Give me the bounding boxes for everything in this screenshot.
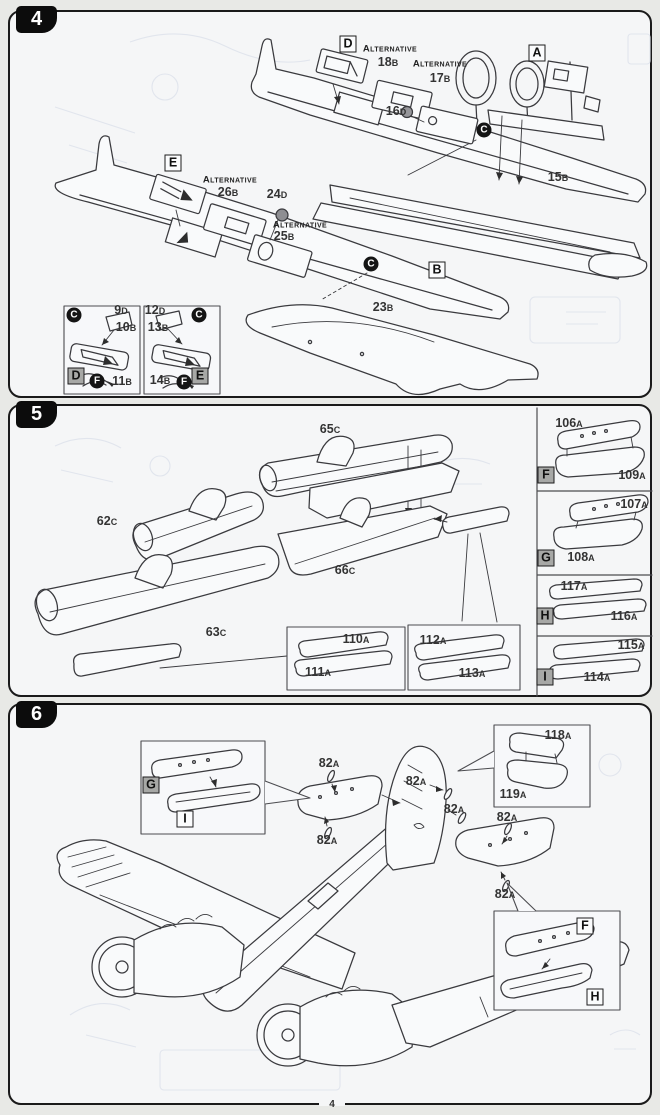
step-label-4: 4 xyxy=(16,6,57,33)
part-label-14B: 14B xyxy=(149,373,171,387)
symbol-F: F xyxy=(90,374,105,389)
alternative-label: ALTERNATIVE xyxy=(272,219,328,231)
part-label-25B: 25B xyxy=(273,229,295,243)
part-label-9D: 9D xyxy=(114,303,128,317)
subassembly-key-H: H xyxy=(587,989,604,1006)
part-label-82A: 82A xyxy=(496,810,518,824)
assembly-key-A: A xyxy=(529,45,546,62)
alternative-label: ALTERNATIVE xyxy=(362,43,418,55)
step-label-5: 5 xyxy=(16,401,57,428)
flap-part-lower xyxy=(74,644,287,676)
part-label-108A: 108A xyxy=(567,550,595,564)
assembly-key-B: B xyxy=(429,262,446,279)
subassembly-key-I: I xyxy=(537,669,554,686)
alternative-label: ALTERNATIVE xyxy=(412,58,468,70)
subassembly-key-H: H xyxy=(537,608,554,625)
tailplane-left xyxy=(298,776,400,820)
part-label-113A: 113A xyxy=(458,666,486,680)
part-label-119A: 119A xyxy=(499,787,527,801)
part-label-115A: 115A xyxy=(617,638,645,652)
part-label-114A: 114A xyxy=(583,670,611,684)
tail-fin xyxy=(386,746,447,870)
part-label-26B: 26B xyxy=(217,185,239,199)
part-label-116A: 116A xyxy=(610,609,638,623)
symbol-C: C xyxy=(364,257,379,272)
subassembly-key-G: G xyxy=(538,550,555,567)
part-label-110A: 110A xyxy=(342,632,370,646)
flap-part-upper xyxy=(434,507,509,622)
part-label-62C: 62C xyxy=(96,514,118,528)
page-number: 4 xyxy=(319,1097,345,1113)
subassembly-key-G: G xyxy=(143,777,160,794)
part-label-15B: 15B xyxy=(547,170,569,184)
part-label-65C: 65C xyxy=(319,422,341,436)
part-label-24D: 24D xyxy=(266,187,288,201)
part-label-107A: 107A xyxy=(620,497,648,511)
subassembly-key-D: D xyxy=(68,368,85,385)
nacelle-63c xyxy=(33,546,279,635)
panel-66c xyxy=(278,498,447,575)
part-label-66C: 66C xyxy=(334,563,356,577)
part-label-18B: 18B xyxy=(377,55,399,69)
subassembly-key-F: F xyxy=(538,467,555,484)
part-label-118A: 118A xyxy=(544,728,572,742)
part-label-17B: 17B xyxy=(429,71,451,85)
part-label-109A: 109A xyxy=(618,468,646,482)
subassembly-key-E: E xyxy=(192,368,209,385)
nacelle-front xyxy=(92,914,244,997)
part-label-82A: 82A xyxy=(316,833,338,847)
detail-box-g-i xyxy=(141,741,310,834)
step-4-panel xyxy=(8,10,652,398)
step-label-6: 6 xyxy=(16,701,57,728)
part-label-106A: 106A xyxy=(555,416,583,430)
symbol-C: C xyxy=(67,308,82,323)
step-4-illustration xyxy=(10,12,654,400)
assembly-key-D: D xyxy=(340,36,357,53)
part-label-12D: 12D xyxy=(144,303,166,317)
part-label-82A: 82A xyxy=(405,774,427,788)
part-label-117A: 117A xyxy=(560,579,588,593)
part-label-16D: 16D xyxy=(385,104,407,118)
part-label-82A: 82A xyxy=(443,802,465,816)
part-label-13B: 13B xyxy=(147,320,169,334)
part-label-11B: 11B xyxy=(112,374,132,388)
symbol-C: C xyxy=(192,308,207,323)
subassembly-key-I: I xyxy=(177,811,194,828)
part-label-23B: 23B xyxy=(372,300,394,314)
symbol-F: F xyxy=(177,375,192,390)
part-label-111A: 111A xyxy=(305,665,331,679)
step-5-illustration xyxy=(10,406,654,699)
part-label-82A: 82A xyxy=(318,756,340,770)
part-label-82A: 82A xyxy=(494,887,516,901)
part-label-63C: 63C xyxy=(205,625,227,639)
part-label-10B: 10B xyxy=(115,320,137,334)
symbol-C: C xyxy=(477,123,492,138)
subassembly-key-F: F xyxy=(577,918,594,935)
step-5-panel xyxy=(8,404,652,697)
alternative-label: ALTERNATIVE xyxy=(202,174,258,186)
part-label-112A: 112A xyxy=(419,633,447,647)
assembly-key-E: E xyxy=(165,155,182,172)
